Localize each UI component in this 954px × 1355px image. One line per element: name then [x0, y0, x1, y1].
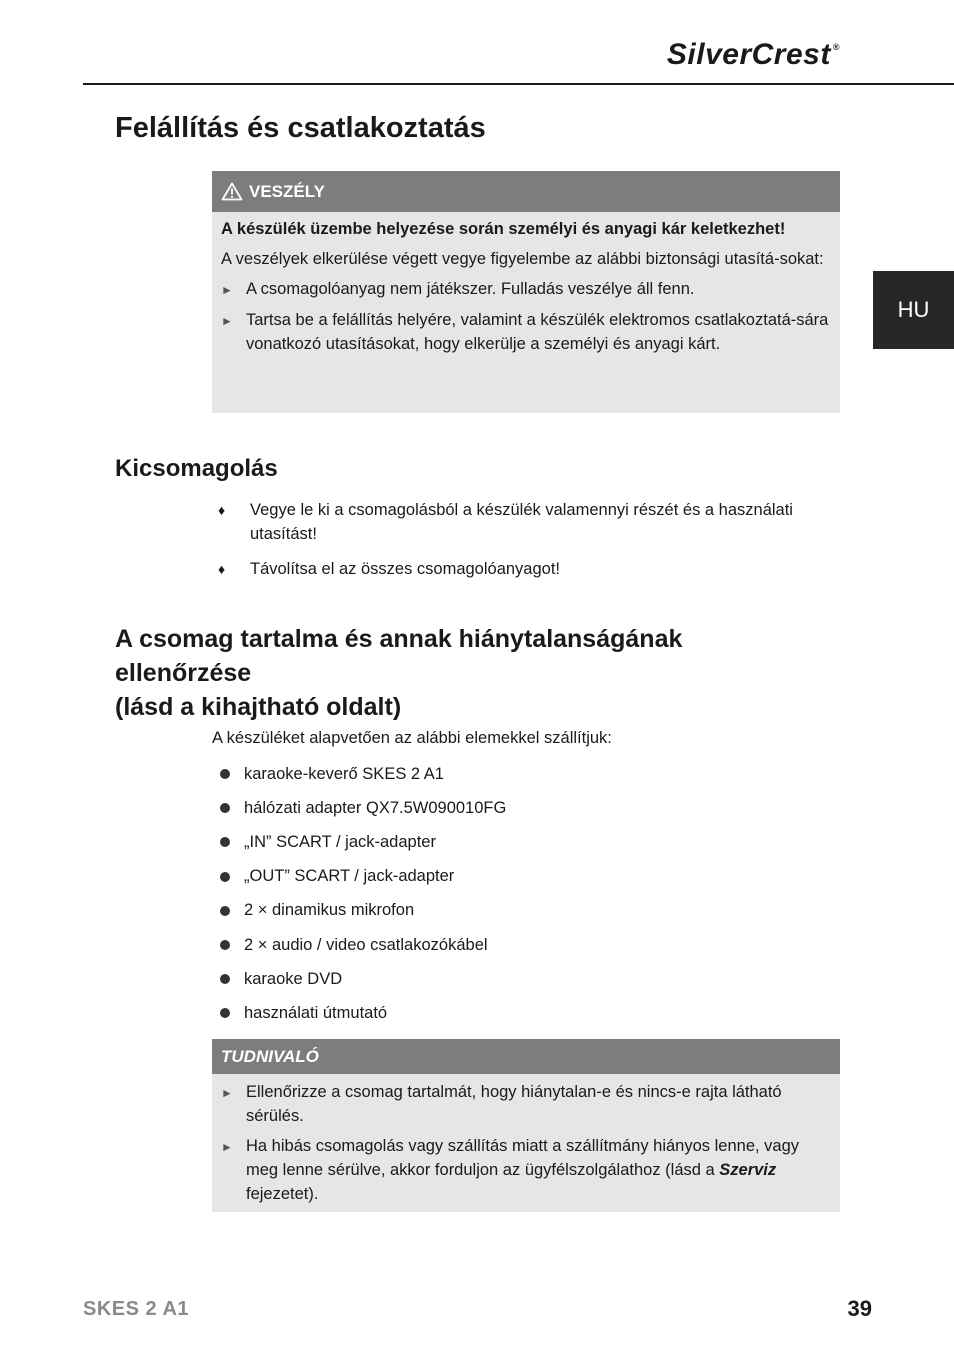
- list-item-text: 2 × audio / video csatlakozókábel: [244, 935, 488, 954]
- bullet-dot-icon: [220, 906, 230, 916]
- list-item: [220, 894, 506, 928]
- list-item-text: „IN” SCART / jack-adapter: [244, 832, 436, 851]
- danger-list-item: [221, 308, 830, 356]
- page-number: 39: [847, 1296, 872, 1321]
- note-list-item: [221, 1134, 830, 1206]
- list-item: [218, 498, 833, 546]
- note-box: [212, 1039, 840, 1212]
- contents-heading-line2: ellenőrzése: [115, 659, 252, 687]
- list-item: [220, 962, 506, 996]
- bullet-dot-icon: [220, 1008, 230, 1018]
- note-item-text: [246, 1134, 830, 1206]
- note-box-header: [212, 1039, 840, 1074]
- bullet-dot-icon: [220, 940, 230, 950]
- note-list-item: [221, 1080, 830, 1128]
- list-item: [220, 825, 506, 859]
- arrow-bullet-icon: ►: [221, 1086, 233, 1100]
- registered-mark: ®: [832, 42, 840, 52]
- arrow-bullet-icon: ►: [221, 1140, 233, 1154]
- bullet-dot-icon: [220, 803, 230, 813]
- arrow-bullet-icon: ►: [221, 314, 233, 328]
- danger-list-item: [221, 277, 830, 302]
- language-tab: [873, 271, 954, 349]
- list-item: [220, 757, 506, 791]
- list-item-text: Vegye le ki a csomagolásból a készülék valamennyi részét és a használati utasítást!: [250, 501, 793, 543]
- list-item-text: 2 × dinamikus mikrofon: [244, 901, 415, 920]
- list-item: [220, 928, 506, 962]
- diamond-bullet-icon: ♦: [218, 502, 226, 518]
- danger-warning-text: A készülék üzembe helyezése során személyi és anyagi kár keletkezhet!: [221, 220, 786, 238]
- brand-name: SilverCrest: [666, 38, 831, 71]
- diamond-bullet-icon: ♦: [218, 561, 226, 577]
- page-title: Felállítás és csatlakoztatás: [115, 112, 486, 144]
- danger-item-text: Tartsa be a felállítás helyére, valamint a készülék elektromos csatlakoztatá-sára vonatkozó utasításokat, hogy elkerülje a személyi és anyagi kárt.: [246, 311, 829, 353]
- contents-heading-line1: A csomag tartalma és annak hiánytalanságának: [115, 625, 683, 653]
- bullet-dot-icon: [220, 769, 230, 779]
- note-label: TUDNIVALÓ: [221, 1046, 319, 1066]
- bullet-dot-icon: [220, 974, 230, 984]
- list-item-text: hálózati adapter QX7.5W090010FG: [244, 798, 507, 817]
- list-item-text: használati útmutató: [244, 1003, 388, 1022]
- header-rule: [83, 83, 954, 85]
- note-item2-tail: fejezetet).: [246, 1185, 319, 1203]
- contents-intro: A készüléket alapvetően az alábbi elemekkel szállítjuk:: [212, 729, 612, 747]
- danger-box-header: [212, 171, 840, 212]
- brand-logo: [667, 38, 840, 72]
- arrow-bullet-icon: ►: [221, 283, 233, 297]
- unpacking-list: [218, 498, 833, 592]
- list-item: [218, 557, 833, 581]
- list-item: [220, 996, 506, 1030]
- footer-model: SKES 2 A1: [83, 1298, 190, 1320]
- danger-box-body: [212, 212, 840, 362]
- list-item-text: Távolítsa el az összes csomagolóanyagot!: [250, 560, 560, 578]
- contents-heading-line3: (lásd a kihajtható oldalt): [115, 693, 402, 721]
- list-item-text: karaoke DVD: [244, 969, 343, 988]
- note-item2-text: Ha hibás csomagolás vagy szállítás miatt a szállítmány hiányos lenne, vagy meg lenne sérülve, akkor forduljon az ügyfélszolgálathoz (lásd a: [246, 1137, 800, 1179]
- danger-label: VESZÉLY: [249, 181, 325, 201]
- list-item: [220, 860, 506, 894]
- danger-item-text: A csomagolóanyag nem játékszer. Fulladás veszélye áll fenn.: [246, 280, 695, 298]
- unpacking-heading: Kicsomagolás: [115, 455, 278, 482]
- service-chapter-ref: Szerviz: [719, 1161, 777, 1179]
- contents-heading: [115, 622, 682, 724]
- bullet-dot-icon: [220, 872, 230, 882]
- danger-box: [212, 171, 840, 413]
- note-box-body: [212, 1080, 840, 1212]
- list-item-text: karaoke-keverő SKES 2 A1: [244, 764, 444, 783]
- list-item-text: „OUT” SCART / jack-adapter: [244, 867, 455, 886]
- warning-triangle-icon: [221, 182, 243, 201]
- note-item-text: Ellenőrizze a csomag tartalmát, hogy hiánytalan-e és nincs-e rajta látható sérülés.: [246, 1083, 782, 1125]
- contents-list: [220, 757, 506, 1031]
- bullet-dot-icon: [220, 837, 230, 847]
- list-item: [220, 791, 506, 825]
- language-tab-label: HU: [897, 297, 930, 322]
- danger-intro: A veszélyek elkerülése végett vegye figyelembe az alábbi biztonsági utasítá-sokat:: [221, 250, 824, 268]
